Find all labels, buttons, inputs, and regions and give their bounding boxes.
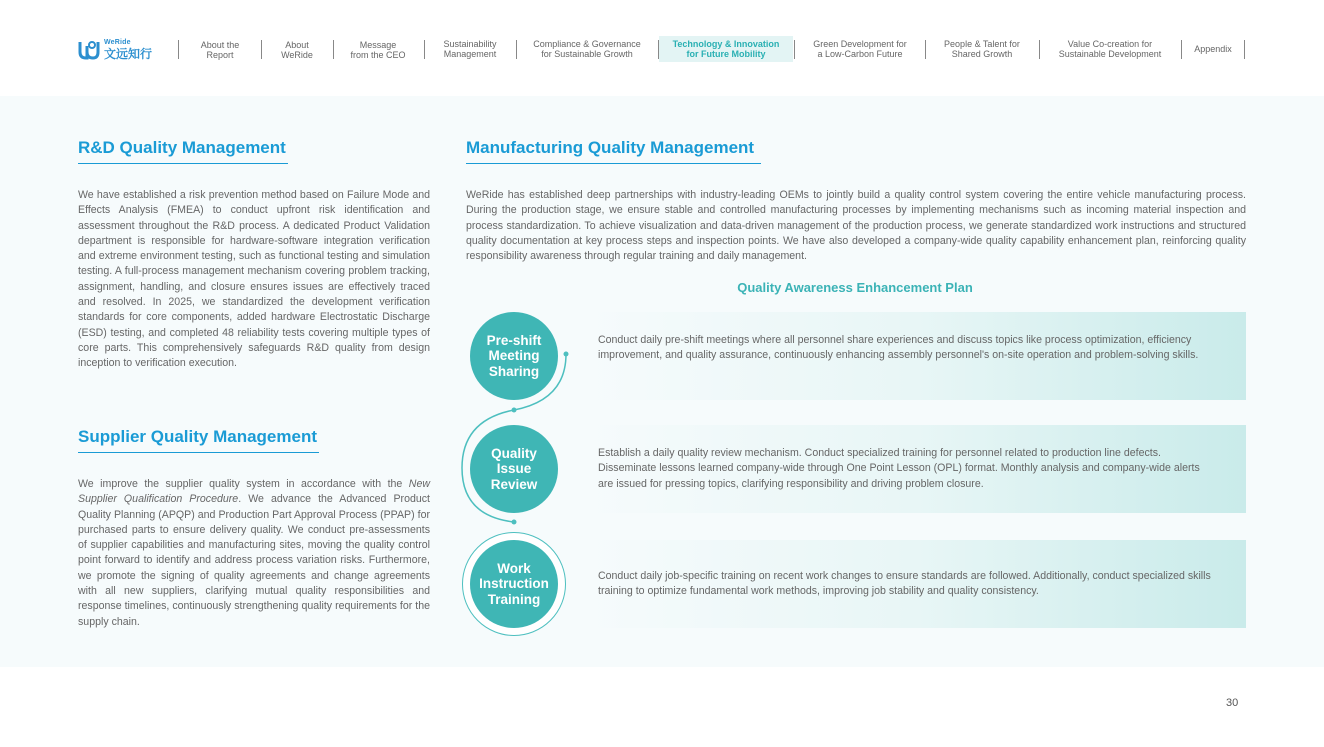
- plan-circle-2-label: Quality Issue Review: [490, 445, 538, 492]
- plan-circle-2: [470, 425, 558, 513]
- supplier-body-end: . We advance the Advanced Product Quality Planning (APQP) and Production Part Approval Process (PPAP) for purchased parts to ensure delivery quality. We conduct pre-assessments of supplier capabilities and manufacturing sites, moving the quality control point forward to identify and address process variation risks. Furthermore, we promote the signing of quality agreements and change agreements with all new suppliers, clarifying mutual quality responsibilities and response timelines, continuously strengthening quality requirements for the supply chain.: [78, 493, 430, 628]
- plan-card-1-text: Conduct daily pre-shift meetings where all personnel share experiences and discuss topics like process optimization, efficiency improvement, and quality assurance, continuously enhancing assembly personnel's on-site operation and problem-solving skills.: [598, 334, 1199, 362]
- plan-card-2-text: Establish a daily quality review mechanism. Conduct specialized training for personnel related to production line defects. Disseminate lessons learned company-wide through One Point Lesson (OPL) format. Monthly analysis and company-wide alerts are issued for pressing topics, clarifying responsibility and driving problem closure.: [598, 447, 1200, 490]
- plan-circle-1: [470, 312, 558, 400]
- plan-circle-3: [470, 540, 558, 628]
- logo-cn: 文远知行: [104, 46, 153, 61]
- nav-label: People & Talent for Shared Growth: [944, 39, 1020, 59]
- manufacturing-title: Manufacturing Quality Management: [466, 138, 755, 157]
- manufacturing-body: WeRide has established deep partnerships with industry-leading OEMs to jointly build a quality control system covering the entire vehicle manufacturing process. During the production stage, we ensure stable and controlled manufacturing processes by implementing mechanisms such as incoming material inspection and process standardization. To achieve visualization and data-driven management of the production process, we generate standardized work instructions and structured quality documentation at key process steps and inspection points. We have also developed a company-wide quality capability enhancement plan, reinforcing quality responsibility awareness through regular training and daily management.: [466, 189, 1246, 263]
- supplier-title: Supplier Quality Management: [78, 427, 317, 446]
- rnd-body: We have established a risk prevention method based on Failure Mode and Effects Analysis (FMEA) to conduct upfront risk identification and assessment throughout the R&D process. A dedicated Product Validation department is responsible for hardware-software integration verification and extreme environment testing, such as functional testing and simulation testing. A full-process management mechanism covering problem tracking, assignment, handling, and closure ensures issues are effectively traced and resolved. In 2025, we standardized the development verification standards for core components, added hardware Electrostatic Discharge (ESD) testing, and completed 48 reliability tests covering multiple types of core parts. This comprehensively safeguards R&D quality from design inception to verification execution.: [78, 189, 430, 370]
- plan-title: Quality Awareness Enhancement Plan: [737, 280, 973, 295]
- plan-card-3-text: Conduct daily job-specific training on recent work changes to ensure standards are followed. Additionally, conduct specialized skills training to optimize fundamental work methods, improving job stability and quality consistency.: [598, 570, 1211, 598]
- nav-label: Compliance & Governance for Sustainable Growth: [533, 39, 641, 59]
- plan-circle-1-label: Pre-shift Meeting Sharing: [486, 332, 542, 379]
- nav-label: Appendix: [1194, 44, 1232, 54]
- nav-label: Sustainability Management: [443, 39, 497, 59]
- plan-circle-3-label: Work Instruction Training: [479, 560, 549, 607]
- page-number: 30: [1226, 697, 1239, 709]
- nav-label: Value Co-creation for Sustainable Development: [1058, 39, 1162, 59]
- nav-label: Message from the CEO: [350, 40, 406, 60]
- logo-en: WeRide: [104, 38, 131, 46]
- nav-label: Green Development for a Low-Carbon Future: [813, 39, 907, 59]
- supplier-procedure-name: New Supplier Qualification Procedure: [78, 478, 430, 506]
- nav-label: About WeRide: [281, 40, 313, 60]
- rnd-title: R&D Quality Management: [78, 138, 286, 157]
- supplier-body-start: We improve the supplier quality system in accordance with the: [78, 478, 409, 490]
- nav-label: About the Report: [200, 40, 240, 60]
- nav-label: Technology & Innovation for Future Mobility: [672, 39, 780, 59]
